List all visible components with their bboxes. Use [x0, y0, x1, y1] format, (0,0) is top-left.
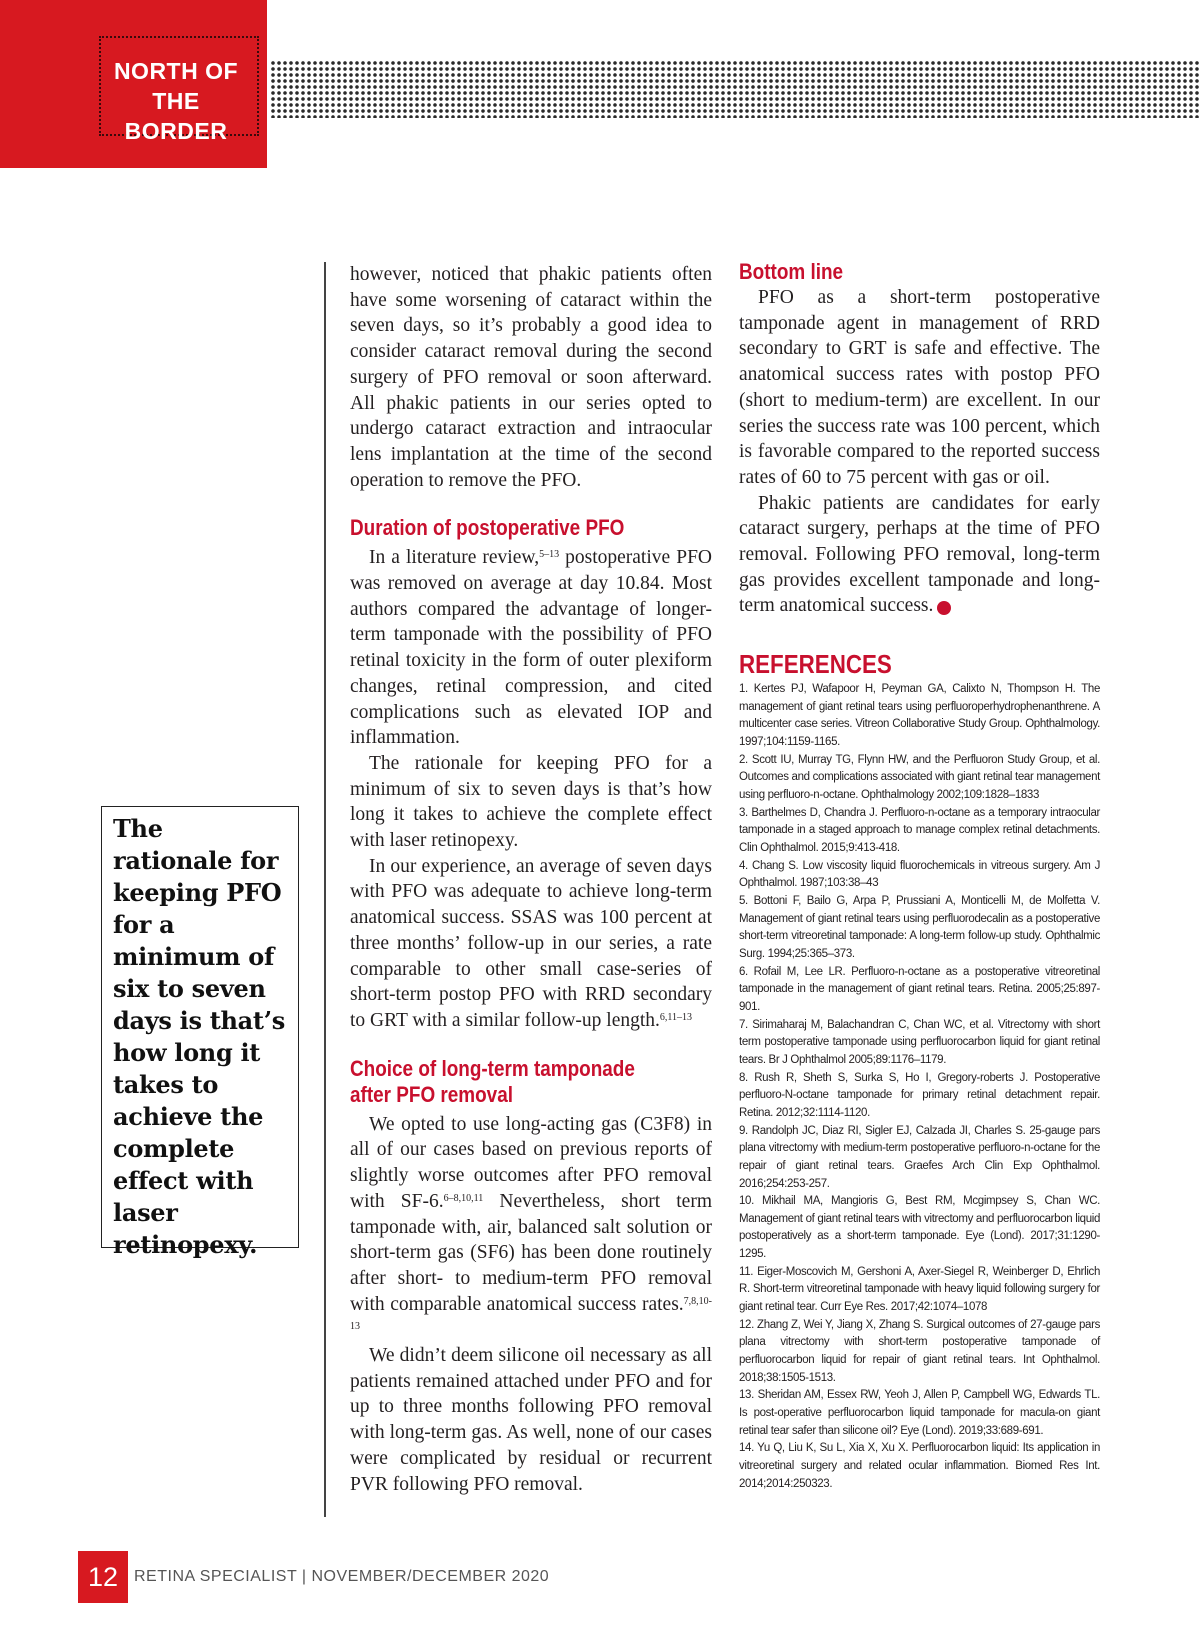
citation: 7,8,10-13 [350, 1295, 712, 1333]
citation: 6–8,10,11 [443, 1192, 484, 1204]
article-column-right [739, 259, 1100, 1493]
section-tag-text [103, 56, 249, 146]
reference-item: 5. Bottoni F, Bailo G, Arpa P, Prussiani A, Monticelli M, de Molfetta V. Management of giant retinal tears using perfluorodecalin as a postoperative short-term vitreoretinal tamponade: A long-term follow-up study. Ophthalmic Surg. 1994;25:365–373. [739, 895, 1100, 960]
pull-quote-text: The rationale for keeping PFO for a minimum of six to seven days is that’s how long it takes to achieve the complete effect with laser retinopexy. [113, 814, 285, 1259]
reference-item: 10. Mikhail MA, Mangioris G, Best RM, Mcgimpsey S, Chan WC. Management of giant retinal tears with vitrectomy and perfluorocarbon liquid postoperatively as a short-term tamponade. Eye (Lond). 2017;31:1290-1295. [739, 1195, 1100, 1261]
reference-item: 13. Sheridan AM, Essex RW, Yeoh J, Allen P, Campbell WG, Edwards TL. Is post-operative perfluorocarbon liquid tamponade for macula-on giant retinal tear safer than silicone oil? Eye (Lond). 2019;33:689-691. [739, 1389, 1100, 1437]
reference-item: 3. Barthelmes D, Chandra J. Perfluoro-n-octane as a temporary intraocular tamponade in a staged approach to manage complex retinal detachments. Clin Ophthalmol. 2015;9:413-418. [739, 806, 1100, 855]
paragraph-choice-2: We didn’t deem silicone oil necessary as all patients remained attached under PFO and for up to three months following PFO removal with long-term gas. As well, none of our cases were complicated by residual or recurrent PVR following PFO removal. [350, 1345, 712, 1495]
reference-item: 6. Rofail M, Lee LR. Perfluoro-n-octane as a postoperative vitreoretinal tamponade in the management of giant retinal tears. Retina. 2005;25:897-901. [739, 965, 1100, 1013]
heading-choice-line1: Choice of long-term tamponade [350, 1055, 635, 1081]
paragraph-duration-1: In a literature review,$^{5-13}$ postoperative PFO was removed on average at day 10.84. Most authors compared the advantage of longer-term tamponade with the possibility of PFO retinal toxicity in the form of outer plexiform changes, retinal compression, and cited complications such as elevated IOP and inflammation. [350, 547, 712, 749]
reference-item: 7. Sirimaharaj M, Balachandran C, Chan WC, et al. Vitrectomy with short term postoperative tamponade using perfluorocarbon liquid for giant retinal tears. Br J Ophthalmol 2005;89:1176–1179. [739, 1018, 1100, 1066]
heading-duration: Duration of postoperative PFO [350, 515, 625, 541]
reference-item: 1. Kertes PJ, Wafapoor H, Peyman GA, Calixto N, Thompson H. The management of giant retinal tears using perfluoroperhydrophenanthrene. A multicenter case series. Vitreon Collaborative Study Group. Ophthalmology. 1997;104:1159-1165. [739, 683, 1100, 749]
section-tag-line2: THE BORDER [124, 88, 228, 144]
reference-item: 11. Eiger-Moscovich M, Gershoni A, Axer-Siegel R, Weinberger D, Ehrlich R. Short-term vitreoretinal tamponade with heavy liquid following surgery for giant retinal tear. Curr Eye Res. 2017;42:1074–1078 [739, 1265, 1100, 1314]
reference-item: 2. Scott IU, Murray TG, Flynn HW, and the Perfluoron Study Group, et al. Outcomes and complications associated with giant retinal tear management using perfluoro-n-octane. Ophthalmology 2002;109:1828–1833 [739, 753, 1100, 802]
paragraph-duration-3: In our experience, an average of seven days with PFO was adequate to achieve long-term anatomical success. SSAS was 100 percent at three months’ follow-up in our series, a rate comparable to other small case-series of short-term postop PFO with RRD secondary to GRT with a similar follow-up length.$^{6,11-13}$ [350, 855, 712, 1031]
reference-item: 9. Randolph JC, Diaz RI, Sigler EJ, Calzada JI, Charles S. 25-gauge pars plana vitrectomy with medium-term postoperative perfluoro-n-octane for the repair of giant retinal tears. Graefes Arch Clin Exp Ophthalmol. 2016;254:253-257. [739, 1124, 1100, 1190]
citation: 6,11–13 [659, 1011, 693, 1023]
section-tag-line1: NORTH OF [113, 58, 239, 84]
citation: 5–13 [539, 549, 560, 561]
references-list [739, 681, 1100, 1493]
end-mark-icon: RS [937, 601, 951, 615]
page-number: 12 [78, 1551, 128, 1603]
reference-item: 14. Yu Q, Liu K, Su L, Xia X, Xu X. Perfluorocarbon liquid: Its application in vitreoretinal surgery and related ocular inflammation. Biomed Res Int. 2014;2014:250323. [739, 1442, 1100, 1490]
dotted-header-band [270, 60, 1200, 118]
heading-choice-line2: after PFO removal [350, 1081, 513, 1107]
paragraph-bottom-line-1: PFO as a short-term postoperative tamponade agent in management of RRD secondary to GRT is safe and effective. The anatomical success rates with postop PFO (short to medium-term) are excellent. In our series the success rate was 100 percent, which is favorable compared to the reported success rates of 60 to 75 percent with gas or oil. [739, 287, 1100, 488]
paragraph-intro: however, noticed that phakic patients often have some worsening of cataract within the seven days, so it’s probably a good idea to consider cataract removal during the second surgery of PFO removal or soon afterward. All phakic patients in our series opted to undergo cataract extraction and intraocular lens implantation at the time of the second operation to remove the PFO. [350, 264, 712, 491]
reference-item: 8. Rush R, Sheth S, Surka S, Ho I, Gregory-roberts J. Postoperative perfluoro-N-octane tamponade for primary retinal detachment repair. Retina. 2012;32:1114-1120. [739, 1071, 1100, 1119]
reference-item: 12. Zhang Z, Wei Y, Jiang X, Zhang S. Surgical outcomes of 27-gauge pars plana vitrectomy with short-term postoperative tamponade of perfluorocarbon liquid for repair of giant retinal tears. Int Ophthalmol. 2018;38:1505-1513. [739, 1318, 1100, 1384]
article-column-middle [350, 262, 712, 1497]
paragraph-bottom-line-2: Phakic patients are candidates for early cataract surgery, perhaps at the time of PFO removal. Following PFO removal, long-term gas provides excellent tamponade and long-term anatomical success. RS [739, 492, 1100, 617]
section-tag [0, 0, 267, 168]
heading-bottom-line: Bottom line [739, 259, 844, 284]
column-rule [324, 262, 326, 1517]
reference-item: 4. Chang S. Low viscosity liquid fluorochemicals in vitreous surgery. Am J Ophthalmol. 1987;103:38–43 [739, 859, 1100, 890]
heading-references: REFERENCES [739, 649, 892, 680]
paragraph-choice-1: We opted to use long-acting gas (C3F8) in all of our cases based on previous reports of slightly worse outcomes after PFO removal with SF-6.$^{6-8,10,11}$ Nevertheless, short term tamponade with, air, balanced salt solution or short-term gas (SF6) has been done routinely after short- to medium-term PFO removal with comparable anatomical success rates.$^{7,8,10-13}$ [350, 1113, 712, 1333]
paragraph-duration-2: The rationale for keeping PFO for a minimum of six to seven days is that’s how long it takes to achieve the complete effect with laser retinopexy. [350, 752, 712, 852]
heading-choice [350, 1056, 712, 1108]
pull-quote [101, 806, 299, 1259]
publication-footer: RETINA SPECIALIST | NOVEMBER/DECEMBER 2020 [134, 1568, 550, 1585]
